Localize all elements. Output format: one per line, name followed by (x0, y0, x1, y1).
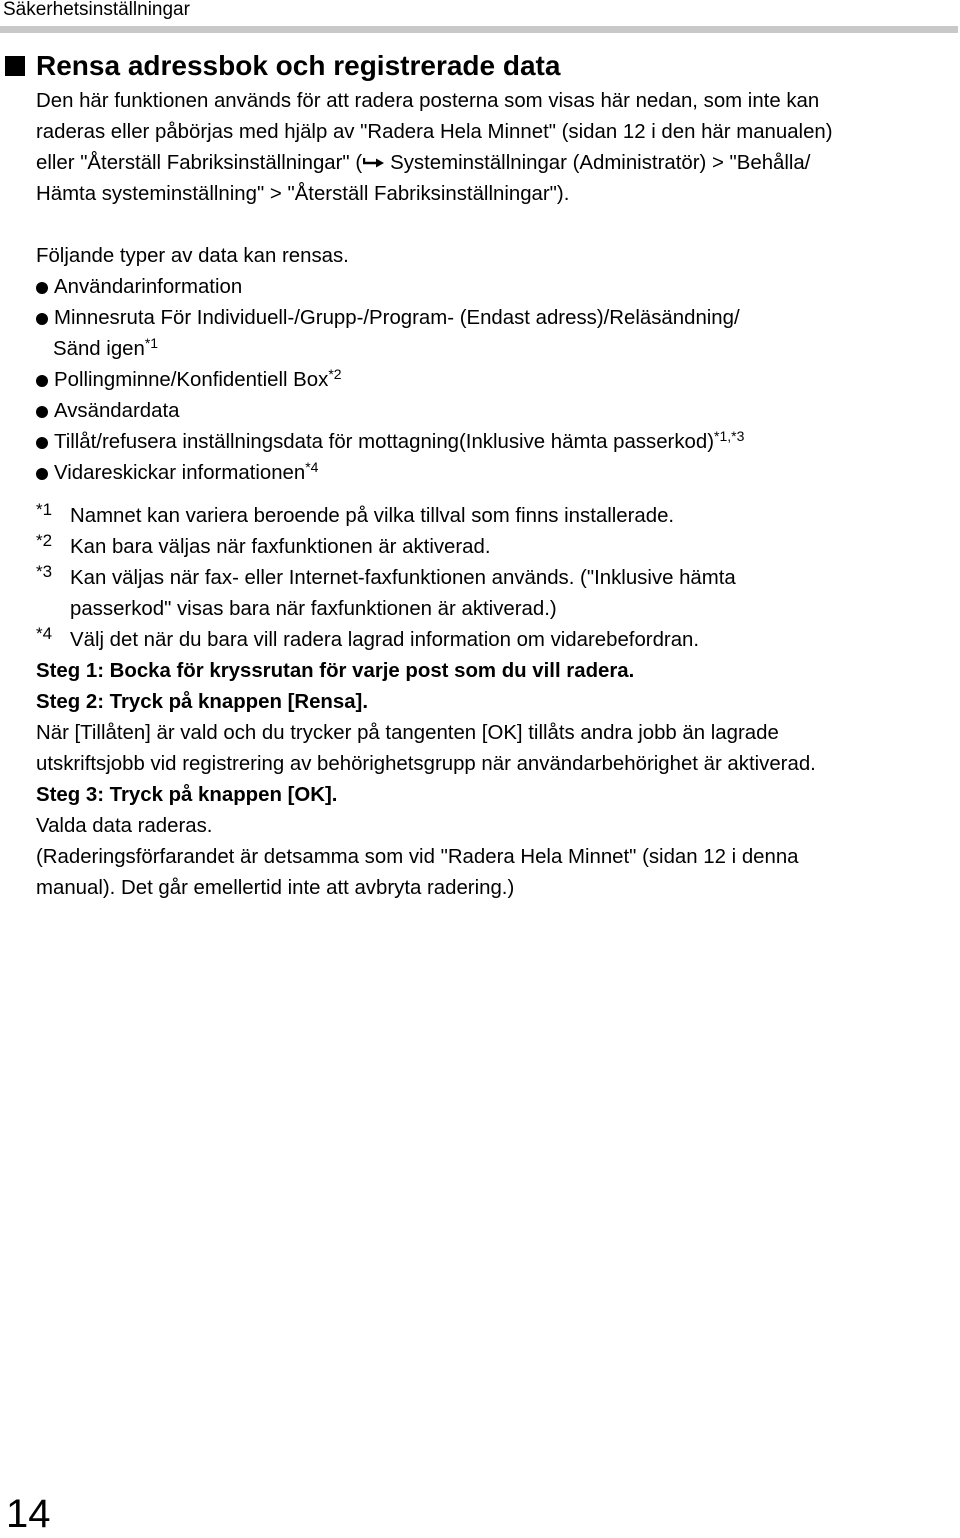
black-dot-icon (36, 406, 48, 418)
step-3-line: Valda data raderas. (36, 815, 213, 837)
section-title-row (5, 49, 560, 83)
step-2-line: utskriftsjobb vid registrering av behörighetsgrupp när användarbehörighet är aktiverad. (36, 753, 816, 775)
footnote-ref: *1 (144, 335, 159, 351)
page-number: 14 (6, 1492, 51, 1536)
black-dot-icon (36, 375, 48, 387)
footnote: *2 Kan bara väljas när faxfunktionen är aktiverad. (36, 532, 951, 563)
footnote-ref: *2 (328, 366, 342, 382)
intro-line: Hämta systeminställning" > "Återställ Fabriksinställningar"). (36, 183, 570, 205)
black-dot-icon (36, 282, 48, 294)
list-item: Tillåt/refusera inställningsdata för mottagning(Inklusive hämta passerkod)$^{*1,*3}$ (36, 427, 951, 458)
footnote-mark: *3 (36, 562, 53, 581)
footnote: *4 Välj det när du bara vill radera lagrad information om vidarebefordran. (36, 625, 951, 656)
list-item-continuation: Sänd igen$^{*1}$ (53, 335, 159, 360)
list-item: Minnesruta För Individuell-/Grupp-/Program- (Endast adress)/Reläsändning/ (36, 303, 951, 334)
footnote-ref: *1,*3 (714, 428, 745, 444)
list-item: Användarinformation (36, 272, 951, 303)
step-3-line: (Raderingsförfarandet är detsamma som vid "Radera Hela Minnet" (sidan 12 i denna (36, 846, 799, 868)
footnote-mark: *2 (36, 531, 53, 550)
types-heading: Följande typer av data kan rensas. (36, 245, 349, 267)
step-2-title: Steg 2: Tryck på knappen [Rensa]. (36, 691, 369, 713)
black-square-icon (5, 56, 25, 76)
step-3-line: manual). Det går emellertid inte att avbryta radering.) (36, 877, 515, 899)
intro-line: Den här funktionen används för att radera posterna som visas här nedan, som inte kan (36, 90, 820, 112)
black-dot-icon (36, 437, 48, 449)
step-1-title: Steg 1: Bocka för kryssrutan för varje post som du vill radera. (36, 660, 635, 682)
intro-line (36, 148, 951, 179)
intro-line-part: eller "Återställ Fabriksinställningar" ( (36, 152, 363, 174)
list-item: Avsändardata (36, 396, 951, 427)
black-dot-icon (36, 313, 48, 325)
footnote-ref: *4 (305, 459, 319, 475)
footnote: *3 Kan väljas när fax- eller Internet-faxfunktionen används. ("Inklusive hämta passerkod" visas bara när faxfunktionen är aktiverad.) (36, 563, 951, 625)
footnote: *1 Namnet kan variera beroende på vilka tillval som finns installerade. (36, 501, 951, 532)
footnote-mark: *1 (36, 500, 53, 519)
footnotes (36, 501, 951, 656)
list-item: Pollingminne/Konfidentiell Box$^{*2}$ (36, 365, 951, 396)
footnote-mark: *4 (36, 624, 53, 643)
right-arrow-icon (363, 157, 385, 169)
header-rule (0, 26, 958, 33)
section-title: Rensa adressbok och registrerade data (36, 50, 561, 81)
list-item: Vidareskickar informationen$^{*4}$ (36, 458, 951, 489)
step-3-title: Steg 3: Tryck på knappen [OK]. (36, 784, 338, 806)
intro-line-part: Systeminställningar (Administratör) > "Behålla/ (390, 152, 811, 174)
intro-line: raderas eller påbörjas med hjälp av "Radera Hela Minnet" (sidan 12 i den här manualen) (36, 121, 833, 143)
content (36, 86, 951, 904)
running-header: Säkerhetsinställningar (3, 0, 190, 20)
black-dot-icon (36, 468, 48, 480)
step-2-line: När [Tillåten] är vald och du trycker på tangenten [OK] tillåts andra jobb än lagrade (36, 722, 779, 744)
